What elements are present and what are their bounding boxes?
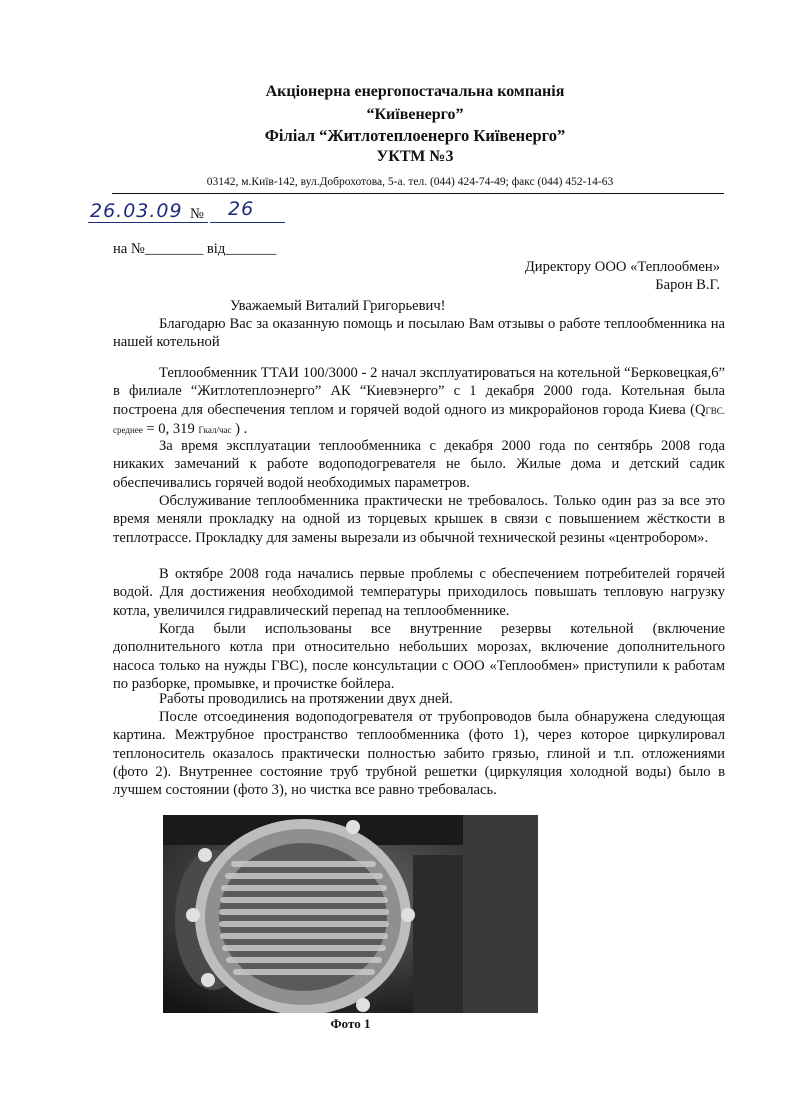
company-address: 03142, м.Київ-142, вул.Доброхотова, 5-а. тел. (044) 424-74-49; факс (044) 452-14-63 (206, 176, 614, 188)
paragraph-1-text: Теплообменник ТТАИ 100/3000 - 2 начал эксплуатироваться на котельной “Берковецкая,6” в филиале “Житлотеплоэнерго” АК “Киевэнерго” с 1 декабря 2000 года. Котельная была построена для обеспечения теплом и горячей водой одного из микрорайонов города Киева (Q (113, 365, 725, 418)
paragraph-4: В октябре 2008 года начались первые проблемы с обеспечением потребителей горячей водой. Для достижения необходимой температуры приходилось повышать тепловую нагрузку котла, увеличился гидравлический перепад на теплообменнике. (113, 566, 725, 619)
paragraph-2: За время эксплуатации теплообменника с декабря 2000 года по сентябрь 2008 года никаких замечаний к работе водоподогревателя не было. Жилые дома и детский садик обеспечивались горячей водой необходимых параметров. (113, 438, 725, 491)
number-underline (210, 222, 285, 223)
handwritten-date: 26.03.09 (90, 200, 183, 222)
number-label: № (190, 206, 204, 222)
formula-close: ) . (231, 420, 248, 437)
heat-exchanger-photo-icon (163, 815, 538, 1013)
paragraph-1 (113, 364, 725, 439)
recipient-name: Барон В.Г. (655, 277, 720, 293)
paragraph-3: Обслуживание теплообменника практически не требовалось. Только один раз за все это время меняли прокладку на одной из торцевых крышек в связи с повышением жёсткости в теплотрассе. Прокладку для замены вырезали из обычной технической резины «центробором». (113, 493, 725, 546)
greeting: Уважаемый Виталий Григорьевич! (230, 298, 446, 314)
photo-caption: Фото 1 (330, 1016, 371, 1031)
reply-reference: на №________ від_______ (113, 241, 277, 257)
company-name: Акціонерна енергопостачальна компанія (265, 83, 565, 100)
paragraph-7: После отсоединения водоподогревателя от трубопроводов была обнаружена следующая картина. Межтрубное пространство теплообменника (фото 1), через которое циркулировал теплоноситель оказалось практически полностью забито грязью, глиной и т.п. отложениями (фото 2). Внутреннее состояние труб трубной решетки (циркуляция холодной воды) было в лучшем состоянии (фото 3), но чистка все равно требовалась. (113, 709, 725, 799)
paragraph-6: Работы проводились на протяжении двух дней. (159, 691, 453, 707)
handwritten-number: 26 (228, 198, 255, 220)
header-divider (112, 193, 724, 194)
company-short-name: “Київенерго” (366, 106, 464, 123)
date-underline (88, 222, 208, 223)
paragraph-5: Когда были использованы все внутренние резервы котельной (включение дополнительного котла при относительно небольших морозах, включение дополнительного насоса только на нужды ГВС), после консультации с ООО «Теплообмен» приступили к работам по разборке, промывке, и прочистке бойлера. (113, 621, 725, 692)
formula-value: = 0, 319 (142, 420, 195, 437)
intro-paragraph: Благодарю Вас за оказанную помощь и посылаю Вам отзывы о работе теплообменника на нашей котельной (113, 316, 725, 351)
formula-unit: Гкал/час (198, 424, 232, 435)
photo-heat-exchanger (163, 815, 538, 1013)
unit-name: УКТМ №3 (376, 148, 454, 165)
branch-name: Філіал “Житлотеплоенерго Київенерго” (264, 126, 566, 145)
recipient-title: Директору ООО «Теплообмен» (524, 259, 720, 275)
formula-subscript-gvs: ГВС. среднее (113, 405, 725, 435)
